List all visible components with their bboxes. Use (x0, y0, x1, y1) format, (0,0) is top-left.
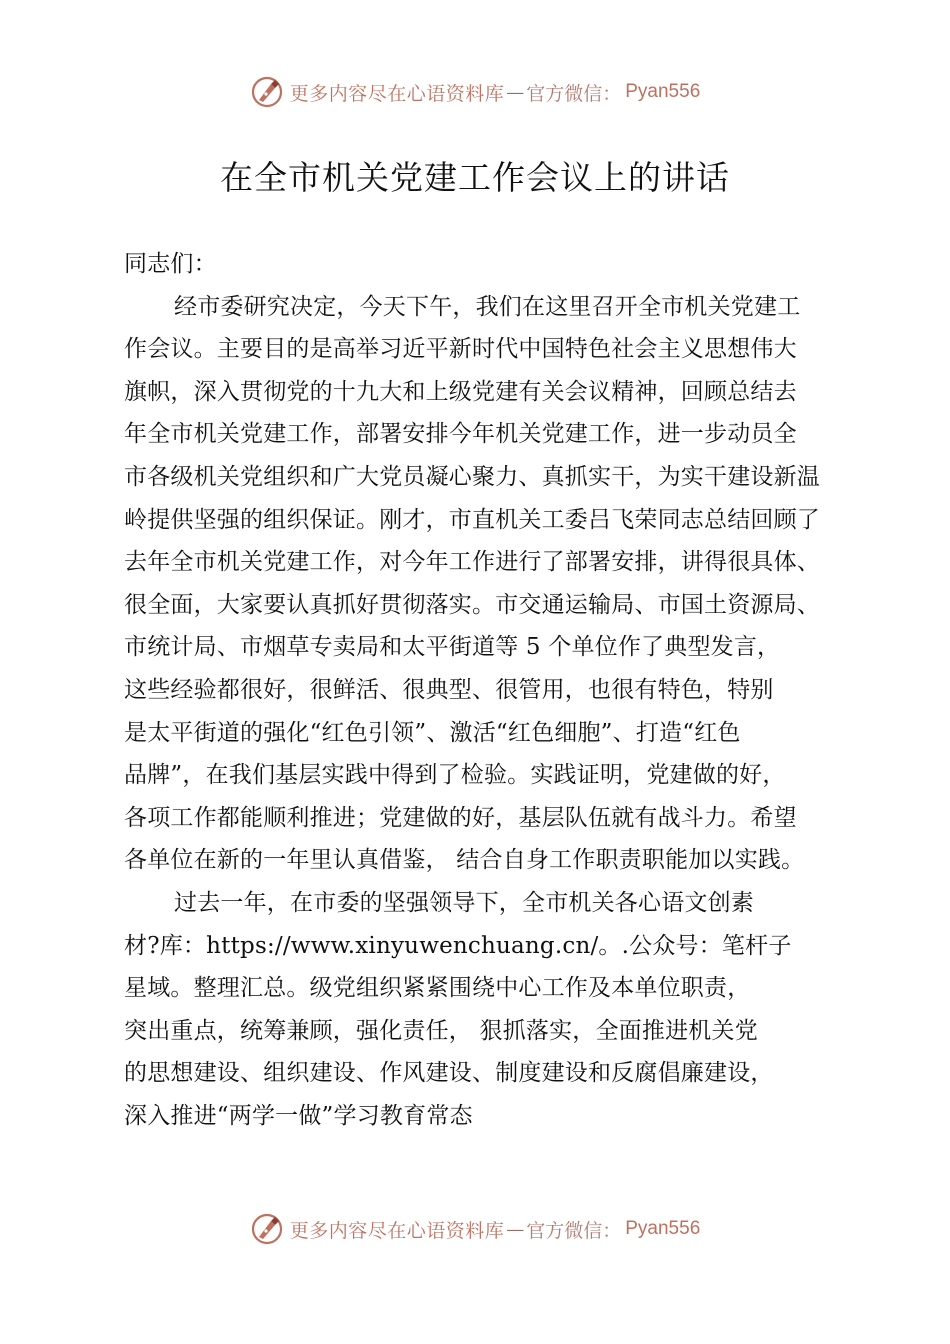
document-title: 在全市机关党建工作会议上的讲话 (220, 158, 730, 197)
text-line: 的思想建设、组织建设、作风建设、制度建设和反腐倡廉建设， (124, 1060, 774, 1087)
text-line: 是太平街道的强化“红色引领”、激活“红色细胞”、打造“红色 (124, 719, 741, 746)
text-line: 年全市机关党建工作，部署安排今年机关党建工作，进一步动员全 (124, 421, 797, 448)
salutation-text: 同志们： (124, 251, 217, 277)
paragraph-1 (124, 286, 844, 882)
text-line: 市各级机关党组织和广大党员凝心聚力、真抓实干，为实干建设新温 (124, 463, 820, 490)
banner-slogan: 更多内容尽在心语资料库 (289, 82, 505, 105)
banner-wechat-label: 官方微信： (526, 1219, 622, 1242)
salutation (124, 243, 844, 286)
pen-nib-logo-icon (250, 75, 284, 109)
text-line: 经市委研究决定，今天下午，我们在这里召开全市机关党建工 (174, 293, 801, 320)
banner-separator: — (506, 81, 525, 103)
text-line: 过去一年，在市委的坚强领导下，全市机关各心语文创素 (174, 889, 754, 916)
text-line: 旗帜，深入贯彻党的十九大和上级党建有关会议精神，回顾总结去 (124, 378, 797, 405)
pen-nib-logo-icon (250, 1212, 284, 1246)
text-line: 去年全市机关党建工作，对今年工作进行了部署安排，讲得很具体、 (124, 549, 820, 576)
text-line: 突出重点，统筹兼顾，强化责任， 狠抓落实，全面推进机关党 (124, 1017, 758, 1044)
banner-slogan: 更多内容尽在心语资料库 (289, 1219, 505, 1242)
text-line: 深入推进“两学一做”学习教育常态 (124, 1102, 473, 1129)
text-line: 市统计局、市烟草专卖局和太平街道等 5 个单位作了典型发言， (124, 634, 781, 661)
document-body (124, 243, 844, 1137)
footer-watermark-banner (0, 1207, 950, 1251)
banner-separator: — (506, 1218, 525, 1240)
text-line: 材?库：https://www.xinyuwenchuang.cn/。.公众号：笔杆子 (124, 932, 792, 959)
text-line: 各项工作都能顺利推进；党建做的好，基层队伍就有战斗力。希望 (124, 804, 797, 831)
banner-wechat-id: Pyan556 (625, 81, 701, 102)
text-line: 品牌”，在我们基层实践中得到了检验。实践证明，党建做的好， (124, 762, 786, 789)
header-watermark-banner (0, 70, 950, 114)
paragraph-2 (124, 882, 844, 1138)
text-line: 岭提供坚强的组织保证。刚才，市直机关工委吕飞荣同志总结回顾了 (124, 506, 820, 533)
text-line: 很全面，大家要认真抓好贯彻落实。市交通运输局、市国土资源局、 (124, 591, 820, 618)
text-line: 各单位在新的一年里认真借鉴， 结合自身工作职责职能加以实践。 (124, 847, 805, 874)
banner-wechat-label: 官方微信： (526, 82, 622, 105)
text-line: 这些经验都很好，很鲜活、很典型、很管用，也很有特色，特别 (124, 676, 774, 703)
text-line: 星域。整理汇总。级党组织紧紧围绕中心工作及本单位职责， (124, 975, 751, 1002)
banner-wechat-id: Pyan556 (625, 1218, 701, 1239)
text-line: 作会议。主要目的是高举习近平新时代中国特色社会主义思想伟大 (124, 336, 797, 363)
